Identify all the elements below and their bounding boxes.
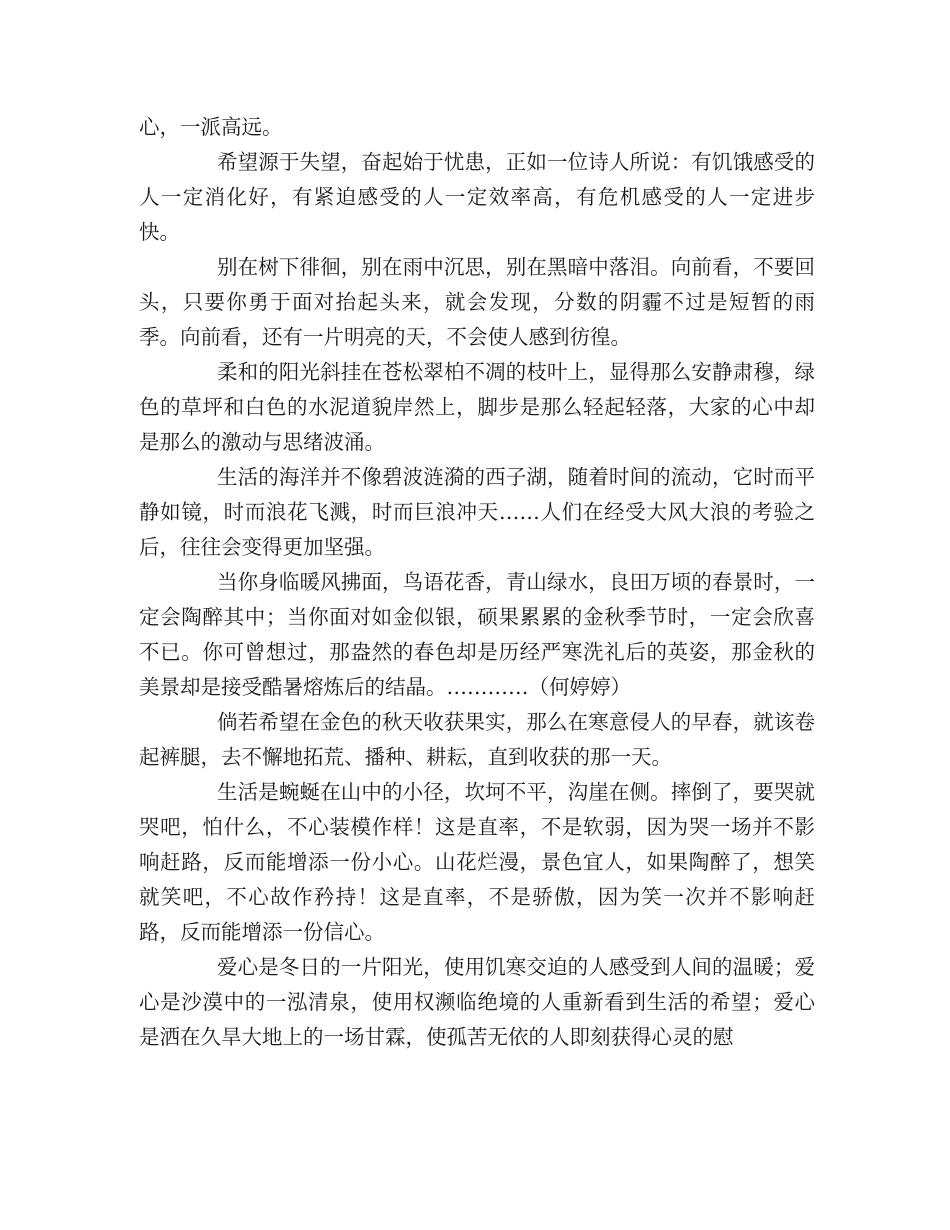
paragraph-2: 希望源于失望，奋起始于忧患，正如一位诗人所说：有饥饿感受的人一定消化好，有紧迫感受的人一定效率高，有危机感受的人一定进步快。 [139,150,815,244]
paragraph-7: 倘若希望在金色的秋天收获果实，那么在寒意侵人的早春，就该卷起裤腿，去不懈地拓荒、播种、耕耘，直到收获的那一天。 [139,710,815,769]
paragraph-6: 当你身临暖风拂面，鸟语花香，青山绿水，良田万顷的春景时，一定会陶醉其中；当你面对如金似银，硕果累累的金秋季节时，一定会欣喜不已。你可曾想过，那盎然的春色却是历经严寒洗礼后的英姿，那金秋的美景却是接受酷暑熔炼后的结晶。…………（何婷婷） [139,570,815,699]
paragraph-3: 别在树下徘徊，别在雨中沉思，别在黑暗中落泪。向前看，不要回头，只要你勇于面对抬起头来，就会发现，分数的阴霾不过是短暂的雨季。向前看，还有一片明亮的天，不会使人感到彷徨。 [139,255,815,349]
paragraph-1: 心，一派高远。 [139,115,283,139]
paragraph-5: 生活的海洋并不像碧波涟漪的西子湖，随着时间的流动，它时而平静如镜，时而浪花飞溅，时而巨浪冲天……人们在经受大风大浪的考验之后，往往会变得更加坚强。 [139,465,815,559]
document-body [139,110,815,1055]
paragraph-4: 柔和的阳光斜挂在苍松翠柏不凋的枝叶上，显得那么安静肃穆，绿色的草坪和白色的水泥道貌岸然上，脚步是那么轻起轻落，大家的心中却是那么的激动与思绪波涌。 [139,360,815,454]
paragraph-8: 生活是蜿蜒在山中的小径，坎坷不平，沟崖在侧。摔倒了，要哭就哭吧，怕什么，不心装模作样！这是直率，不是软弱，因为哭一场并不影响赶路，反而能增添一份小心。山花烂漫，景色宜人，如果陶醉了，想笑就笑吧，不心故作矜持！这是直率，不是骄傲，因为笑一次并不影响赶路，反而能增添一份信心。 [139,780,815,944]
paragraph-9: 爱心是冬日的一片阳光，使用饥寒交迫的人感受到人间的温暖；爱心是沙漠中的一泓清泉，使用权濒临绝境的人重新看到生活的希望；爱心是洒在久旱大地上的一场甘霖，使孤苦无依的人即刻获得心灵的慰 [139,955,815,1049]
